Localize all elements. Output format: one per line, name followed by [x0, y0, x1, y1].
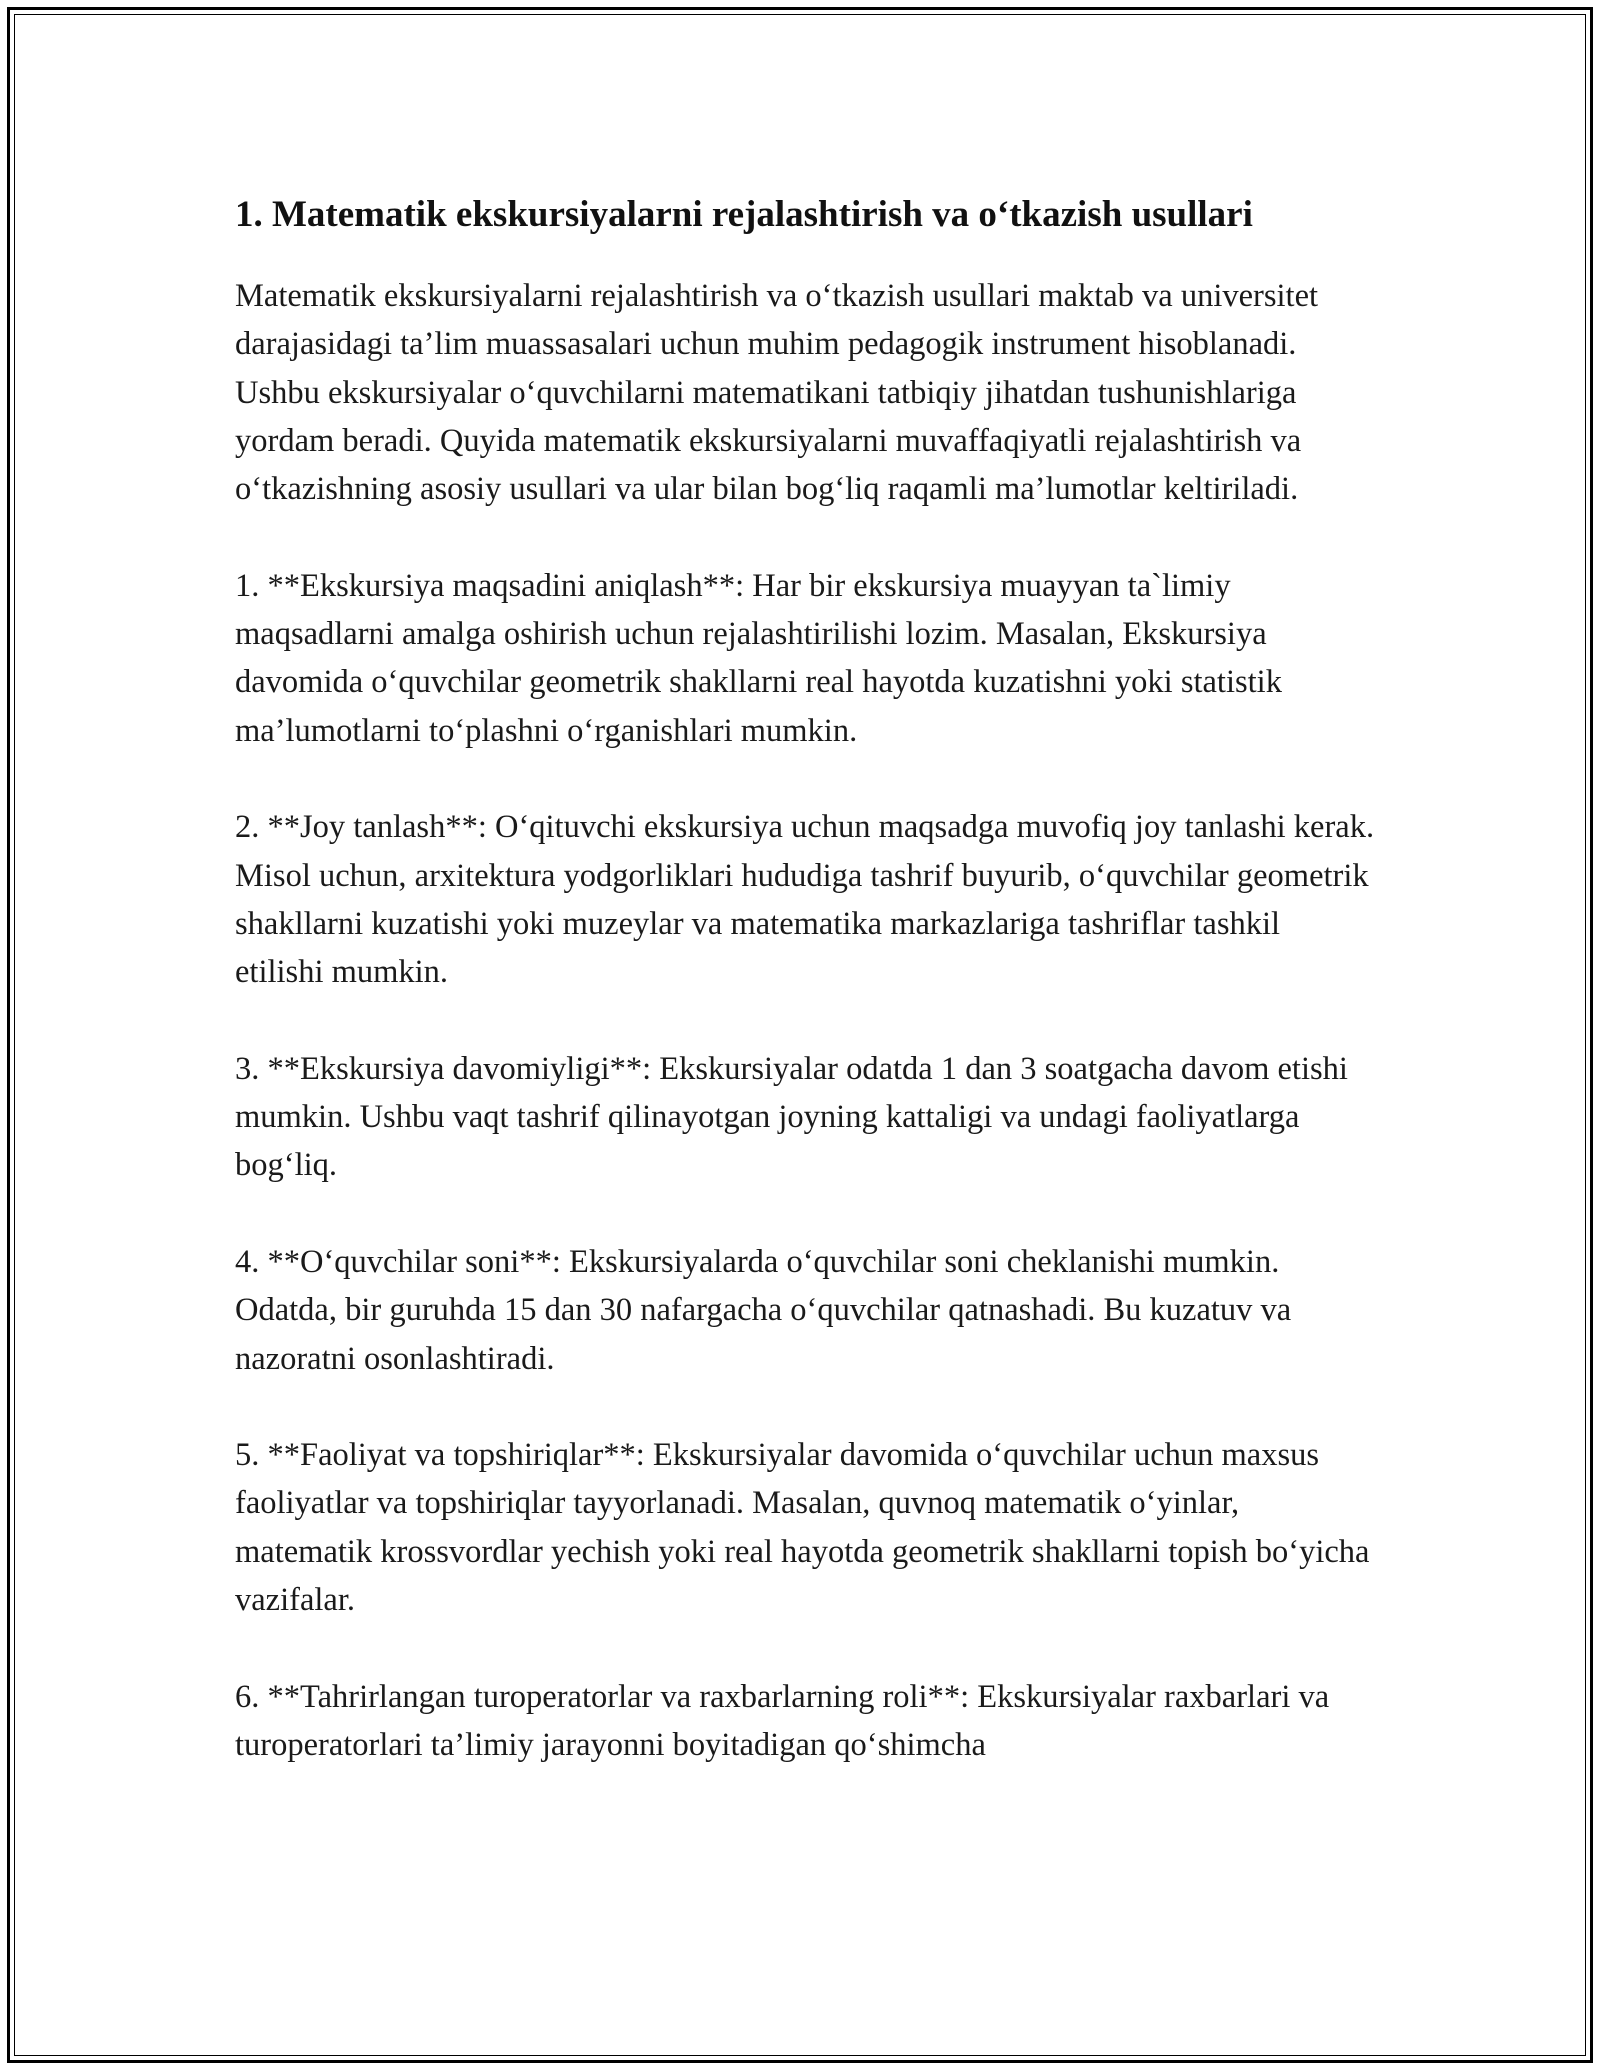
list-item-1-purpose: 1. **Ekskursiya maqsadini aniqlash**: Har bir ekskursiya muayyan ta`limiy maqsadlarni amalga oshirish uchun rejalashtirilishi lozim. Masalan, Ekskursiya davomida o‘quvchilar geometrik shakllarni real hayotda kuzatishni yoki statistik ma’lumotlarni to‘plashni o‘rganishlari mumkin. — [235, 567, 1282, 749]
section-heading: 1. Matematik ekskursiyalarni rejalashtirish va o‘tkazish usullari — [235, 194, 1253, 235]
document-body — [235, 187, 1375, 1769]
list-item-6-guides-role: 6. **Tahrirlangan turoperatorlar va raxbarlarning roli**: Ekskursiyalar raxbarlari va turoperatorlari ta’limiy jarayonni boyitadigan qo‘shimcha — [235, 1678, 1330, 1763]
intro-paragraph: Matematik ekskursiyalarni rejalashtirish va o‘tkazish usullari maktab va universitet darajasidagi ta’lim muassasalari uchun muhim pedagogik instrument hisoblanadi. Ushbu ekskursiyalar o‘quvchilarni matematikani tatbiqiy jihatdan tushunishlariga yordam beradi. Quyida matematik ekskursiyalarni muvaffaqiyatli rejalashtirish va o‘tkazishning asosiy usullari va ular bilan bog‘liq raqamli ma’lumotlar keltiriladi. — [235, 278, 1319, 508]
list-item-5-activities: 5. **Faoliyat va topshiriqlar**: Ekskursiyalar davomida o‘quvchilar uchun maxsus faoliyatlar va topshiriqlar tayyorlanadi. Masalan, quvnoq matematik o‘yinlar, matematik krossvordlar yechish yoki real hayotda geometrik shakllarni topish bo‘yicha vazifalar. — [235, 1437, 1370, 1619]
list-item-3-duration: 3. **Ekskursiya davomiyligi**: Ekskursiyalar odatda 1 dan 3 soatgacha davom etishi mumkin. Ushbu vaqt tashrif qilinayotgan joyning kattaligi va undagi faoliyatlarga bog‘liq. — [235, 1050, 1348, 1184]
list-item-2-location: 2. **Joy tanlash**: O‘qituvchi ekskursiya uchun maqsadga muvofiq joy tanlashi kerak. Misol uchun, arxitektura yodgorliklari hududiga tashrif buyurib, o‘quvchilar geometrik shakllarni kuzatishi yoki muzeylar va matematika markazlariga tashriflar tashkil etilishi mumkin. — [235, 809, 1375, 991]
list-item-4-student-count: 4. **O‘quvchilar soni**: Ekskursiyalarda o‘quvchilar soni cheklanishi mumkin. Odatda, bir guruhda 15 dan 30 nafargacha o‘quvchilar qatnashadi. Bu kuzatuv va nazoratni osonlashtiradi. — [235, 1243, 1292, 1377]
